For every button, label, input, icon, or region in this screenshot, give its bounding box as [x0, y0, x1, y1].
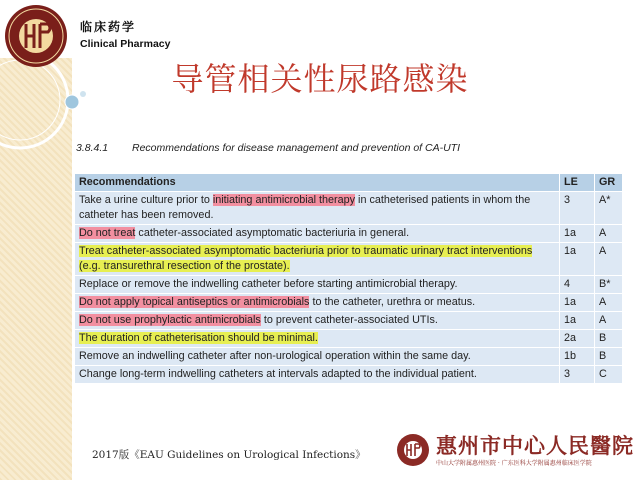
highlighted-text: Treat catheter-associated asymptomatic bacteriuria prior to traumatic urinary tract interventions (e.g. transurethral resection of the prostate).: [79, 245, 533, 272]
table-row: [75, 192, 623, 225]
highlighted-text: initiating antimicrobial therapy: [212, 194, 356, 206]
recommendation-cell: [75, 276, 560, 294]
le-cell: 1a: [560, 294, 595, 312]
recommendation-cell: [75, 348, 560, 366]
gr-cell: A: [595, 312, 623, 330]
hospital-subtitle: 中山大学附属惠州医院 · 广东医科大学附属惠州临床医学院: [436, 460, 592, 467]
gr-cell: A: [595, 294, 623, 312]
table-row: [75, 312, 623, 330]
recommendation-cell: [75, 330, 560, 348]
col-header-gr: GR: [595, 174, 623, 192]
gr-cell: B: [595, 330, 623, 348]
le-cell: 1a: [560, 225, 595, 243]
slide-title: 导管相关性尿路感染: [171, 60, 469, 98]
table-row: [75, 294, 623, 312]
citation: 2017版《EAU Guidelines on Urological Infections》: [92, 449, 366, 461]
gr-cell: B: [595, 348, 623, 366]
table-header-row: [75, 174, 623, 192]
le-cell: 1a: [560, 312, 595, 330]
le-cell: 3: [560, 192, 595, 225]
col-header-recommendations: Recommendations: [75, 174, 560, 192]
table-row: [75, 366, 623, 384]
table-row: [75, 348, 623, 366]
recommendation-cell: [75, 312, 560, 330]
table-row: [75, 225, 623, 243]
recommendation-cell: [75, 225, 560, 243]
recommendation-text: to the catheter, urethra or meatus.: [309, 296, 476, 308]
gr-cell: A: [595, 225, 623, 243]
gr-cell: A*: [595, 192, 623, 225]
highlighted-text: Do not use prophylactic antimicrobials: [79, 314, 261, 326]
highlighted-text: The duration of catheterisation should be minimal.: [79, 332, 318, 344]
gr-cell: A: [595, 243, 623, 276]
recommendation-text: Change long-term indwelling catheters at intervals adapted to the individual patient.: [79, 368, 477, 380]
table-row: [75, 276, 623, 294]
gr-cell: B*: [595, 276, 623, 294]
recommendation-cell: [75, 366, 560, 384]
recommendation-cell: [75, 192, 560, 225]
le-cell: 1a: [560, 243, 595, 276]
recommendation-cell: [75, 294, 560, 312]
recommendation-text: Take a urine culture prior to: [79, 194, 213, 206]
col-header-le: LE: [560, 174, 595, 192]
recommendation-text: catheter-associated asymptomatic bacteriuria in general.: [135, 227, 410, 239]
brand-block: [80, 18, 170, 50]
section-heading: [76, 142, 460, 154]
hospital-name: 惠州市中心人民醫院: [436, 433, 634, 458]
table-row: [75, 243, 623, 276]
recommendations-table: [74, 173, 623, 384]
le-cell: 2a: [560, 330, 595, 348]
le-cell: 1b: [560, 348, 595, 366]
section-number: 3.8.4.1: [76, 142, 109, 154]
brand-en: Clinical Pharmacy: [80, 38, 171, 50]
recommendation-text: to prevent catheter-associated UTIs.: [260, 314, 438, 326]
recommendation-text: Replace or remove the indwelling catheter before starting antimicrobial therapy.: [79, 278, 458, 290]
highlighted-text: Do not apply topical antiseptics or antimicrobials: [79, 296, 310, 308]
le-cell: 4: [560, 276, 595, 294]
recommendation-text: in catheterised patients in whom the catheter has been removed.: [79, 194, 531, 221]
recommendation-cell: [75, 243, 560, 276]
table-body: [75, 192, 623, 384]
hospital-logo: [396, 433, 430, 467]
recommendation-text: Remove an indwelling catheter after non-urological operation within the same day.: [79, 350, 471, 362]
le-cell: 3: [560, 366, 595, 384]
section-title: Recommendations for disease management and prevention of CA-UTI: [132, 142, 461, 154]
table-row: [75, 330, 623, 348]
brand-cn: 临床药学: [80, 20, 137, 34]
highlighted-text: Do not treat: [79, 227, 136, 239]
gr-cell: C: [595, 366, 623, 384]
